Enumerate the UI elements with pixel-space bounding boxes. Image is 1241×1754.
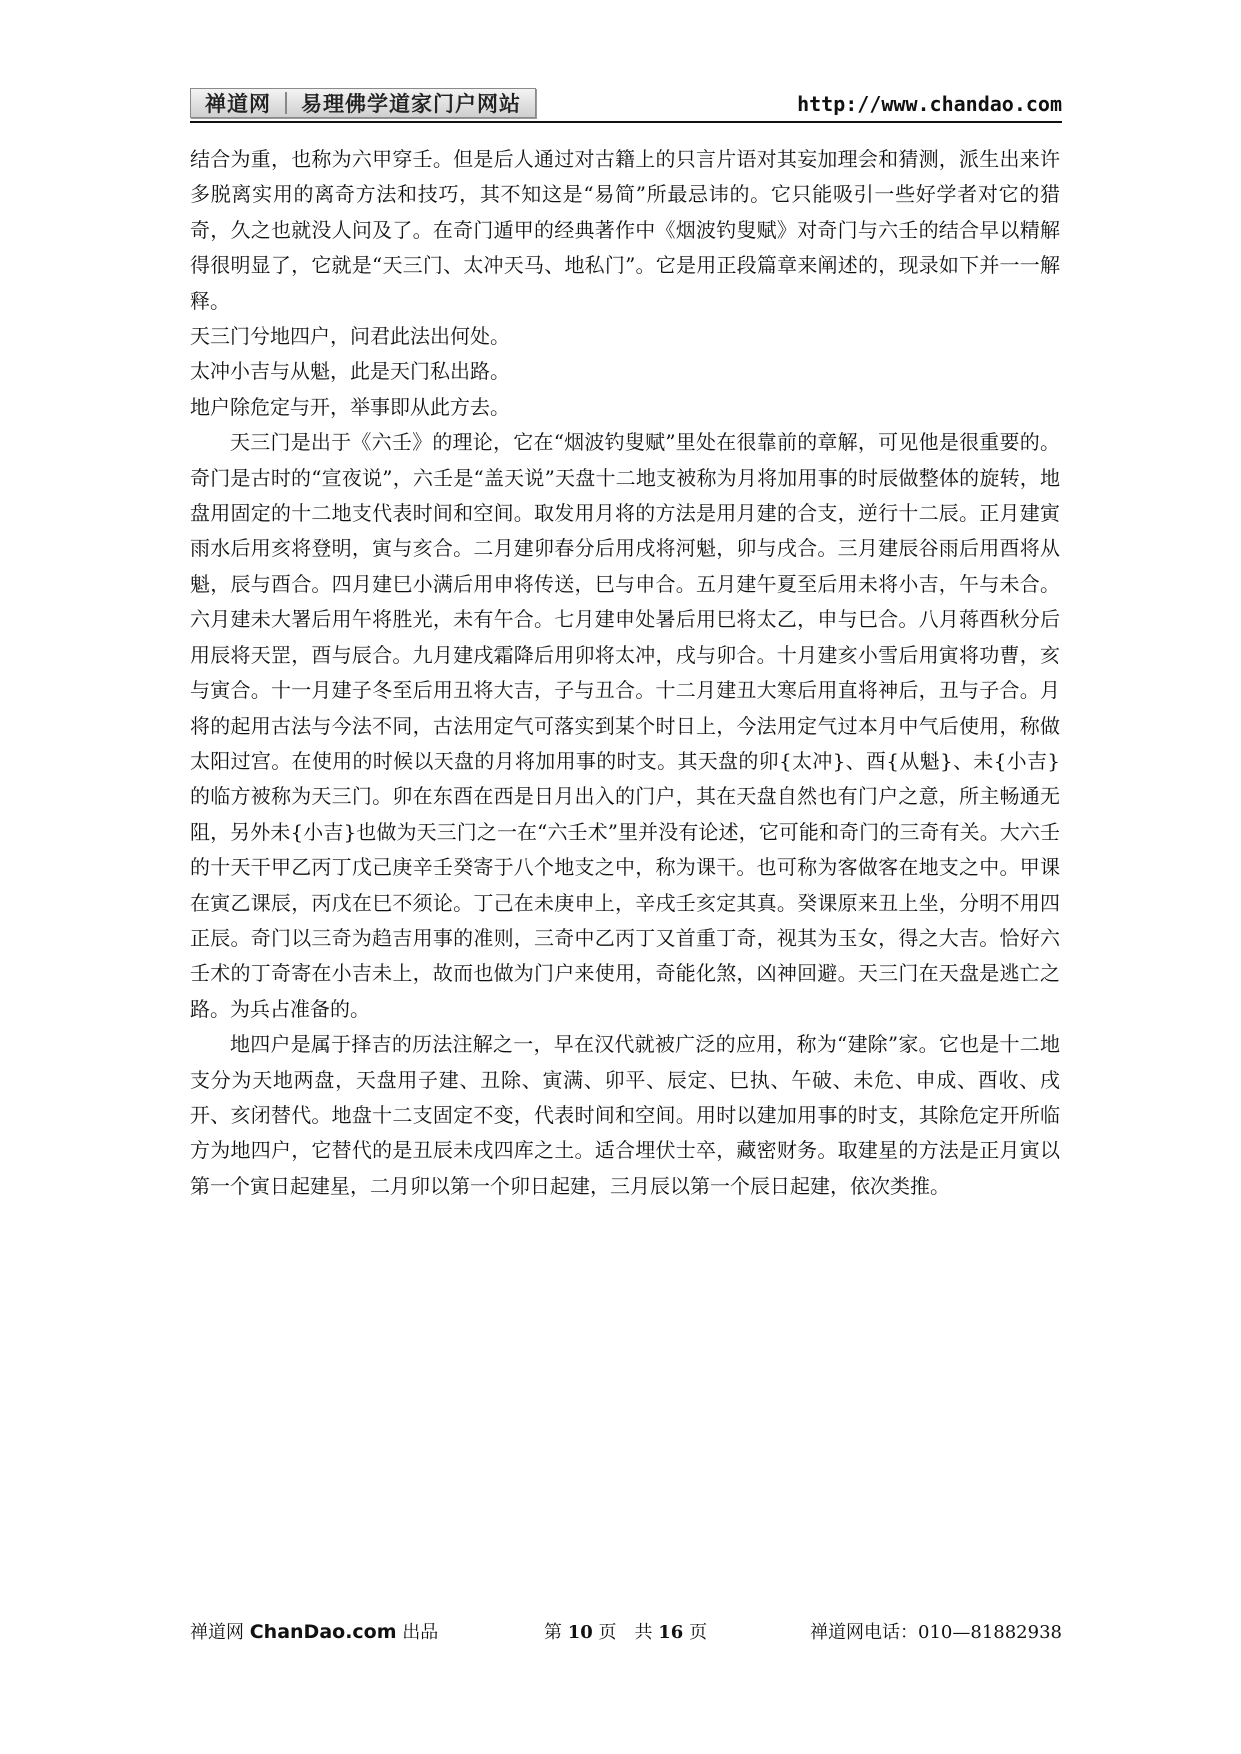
verse-line-3: 地户除危定与开，举事即从此方去。 (190, 394, 510, 419)
footer-phone: 禅道网电话：010—81882938 (810, 1622, 1062, 1643)
page-prefix: 第 (544, 1622, 562, 1643)
page-total: 16 (658, 1622, 684, 1643)
page-header (190, 88, 1062, 124)
site-logo-name: 禅道网 (205, 92, 271, 116)
page-footer (190, 1618, 1062, 1648)
paragraph-tian-san-men: 天三门是出于《六壬》的理论，它在“烟波钓叟赋”里处在很靠前的章解，可见他是很重要的。奇门是古时的“宣夜说”，六壬是“盖天说”天盘十二地支被称为月将加用事的时辰做整体的旋转，地盘用固定的十二地支代表时间和空间。取发用月将的方法是用月建的合支，逆行十二辰。正月建寅雨水后用亥将登明，寅与亥合。二月建卯春分后用戌将河魁，卯与戌合。三月建辰谷雨后用酉将从魁，辰与酉合。四月建巳小满后用申将传送，巳与申合。五月建午夏至后用未将小吉，午与未合。六月建未大署后用午将胜光，未有午合。七月建申处暑后用巳将太乙，申与巳合。八月蒋酉秋分后用辰将天罡，酉与辰合。九月建戌霜降后用卯将太冲，戌与卯合。十月建亥小雪后用寅将功曹，亥与寅合。十一月建子冬至后用丑将大吉，子与丑合。十二月建丑大寒后用直将神后，丑与子合。月将的起用古法与今法不同，古法用定气可落实到某个时日上，今法用定气过本月中气后使用，称做太阳过宫。在使用的时候以天盘的月将加用事的时支。其天盘的卯{太冲}、酉{从魁}、未{小吉}的临方被称为天三门。卯在东酉在西是日月出入的门户，其在天盘自然也有门户之意，所主畅通无阻，另外未{小吉}也做为天三门之一在“六壬术”里并没有论述，它可能和奇门的三奇有关。大六壬的十天干甲乙丙丁戊己庚辛壬癸寄于八个地支之中，称为课干。也可称为客做客在地支之中。甲课在寅乙课辰，丙戊在巳不须论。丁己在未庚申上，辛戌壬亥定其真。癸课原来丑上坐，分明不用四正辰。奇门以三奇为趋吉用事的准则，三奇中乙丙丁又首重丁奇，视其为玉女，得之大吉。恰好六壬术的丁奇寄在小吉未上，故而也做为门户来使用，奇能化煞，凶神回避。天三门在天盘是逃亡之路。为兵占准备的。 (190, 430, 1060, 1021)
verse-line-2: 太冲小吉与从魁，此是天门私出路。 (190, 359, 510, 384)
paragraph-intro: 结合为重，也称为六甲穿壬。但是后人通过对古籍上的只言片语对其妄加理会和猜测，派生出来许多脱离实用的离奇方法和技巧，其不知这是“易简”所最忌讳的。它只能吸引一些好学者对它的猎奇，久之也就没人问及了。在奇门遁甲的经典著作中《烟波钓叟赋》对奇门与六壬的结合早以精解得很明显了，它就是“天三门、太冲天马、地私门”。它是用正段篇章来阐述的，现录如下并一一解释。 (190, 147, 1060, 313)
site-url[interactable]: http://www.chandao.com (797, 92, 1062, 116)
verse-line-1: 天三门兮地四户，问君此法出何处。 (190, 324, 510, 349)
page-middle: 页 共 (598, 1622, 653, 1643)
footer-publisher (190, 1618, 438, 1644)
page-suffix: 页 (689, 1622, 708, 1643)
document-body (190, 142, 1060, 1204)
paragraph-di-si-hu: 地四户是属于择吉的历法注解之一，早在汉代就被广泛的应用，称为“建除”家。它也是十二地支分为天地两盘，天盘用子建、丑除、寅满、卯平、辰定、巳执、午破、未危、申成、酉收、戌开、亥闭替代。地盘十二支固定不变，代表时间和空间。用时以建加用事的时支，其除危定开所临方为地四户，它替代的是丑辰未戌四库之土。适合埋伏士卒，藏密财务。取建星的方法是正月寅以第一个寅日起建星，二月卯以第一个卯日起建，三月辰以第一个辰日起建，依次类推。 (190, 1032, 1060, 1198)
footer-page-counter (544, 1618, 707, 1644)
footer-site-brand: ChanDao.com (249, 1621, 397, 1643)
site-logo-slogan: 易理佛学道家门户网站 (301, 92, 521, 116)
page-number: 10 (567, 1622, 593, 1643)
site-logo-banner[interactable] (190, 88, 536, 118)
footer-site-suffix: 出品 (402, 1622, 439, 1643)
footer-site-prefix: 禅道网 (190, 1622, 244, 1643)
header-divider (190, 121, 1062, 123)
